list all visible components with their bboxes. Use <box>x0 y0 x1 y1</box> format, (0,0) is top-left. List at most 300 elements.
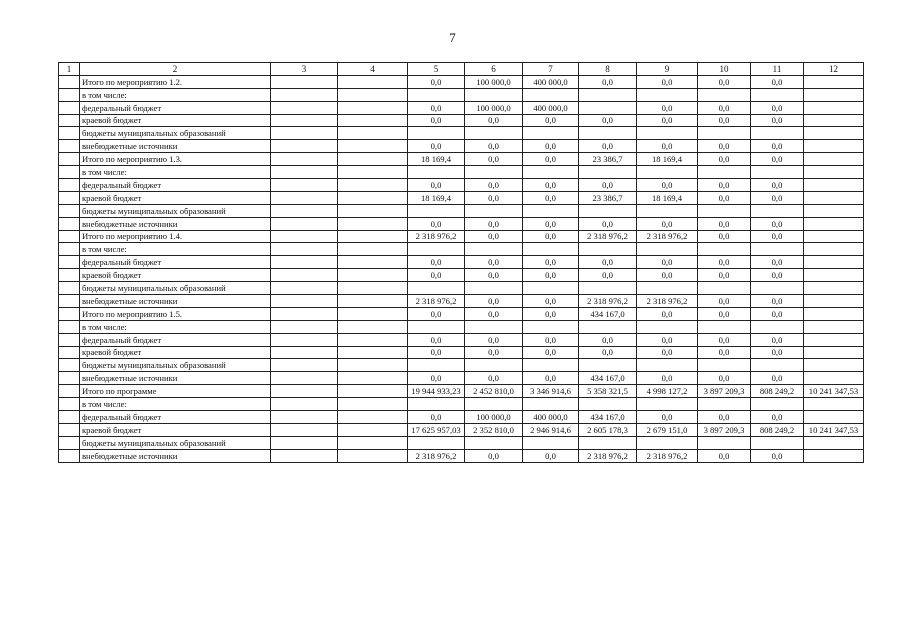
value-cell <box>465 166 523 179</box>
value-cell: 23 386,7 <box>579 191 637 204</box>
value-cell <box>271 166 338 179</box>
value-cell <box>338 127 408 140</box>
value-cell: 0,0 <box>408 333 465 346</box>
row-index-cell <box>59 140 80 153</box>
table-row <box>59 217 864 230</box>
row-index-cell <box>59 166 80 179</box>
row-index-cell <box>59 372 80 385</box>
value-cell <box>338 307 408 320</box>
value-cell <box>338 436 408 449</box>
value-cell: 2 318 976,2 <box>637 449 698 462</box>
column-header: 9 <box>637 63 698 76</box>
value-cell <box>804 230 864 243</box>
value-cell: 0,0 <box>408 114 465 127</box>
value-cell: 0,0 <box>637 411 698 424</box>
value-cell: 0,0 <box>751 411 804 424</box>
value-cell <box>271 385 338 398</box>
row-index-cell <box>59 449 80 462</box>
value-cell <box>338 243 408 256</box>
value-cell <box>637 359 698 372</box>
value-cell <box>751 320 804 333</box>
value-cell <box>751 398 804 411</box>
value-cell <box>408 204 465 217</box>
value-cell <box>271 295 338 308</box>
table-row <box>59 153 864 166</box>
value-cell <box>579 204 637 217</box>
value-cell: 0,0 <box>579 217 637 230</box>
table-row <box>59 114 864 127</box>
value-cell: 0,0 <box>751 140 804 153</box>
column-header: 1 <box>59 63 80 76</box>
value-cell: 0,0 <box>523 372 579 385</box>
value-cell: 0,0 <box>637 256 698 269</box>
value-cell <box>637 204 698 217</box>
value-cell: 0,0 <box>698 372 751 385</box>
column-header: 3 <box>271 63 338 76</box>
value-cell: 0,0 <box>751 101 804 114</box>
value-cell <box>804 282 864 295</box>
value-cell <box>637 243 698 256</box>
value-cell: 0,0 <box>751 449 804 462</box>
value-cell: 2 946 914,6 <box>523 423 579 436</box>
column-header: 12 <box>804 63 864 76</box>
value-cell <box>523 88 579 101</box>
value-cell <box>338 333 408 346</box>
value-cell: 0,0 <box>698 101 751 114</box>
value-cell <box>338 217 408 230</box>
value-cell <box>271 204 338 217</box>
row-label-cell: федеральный бюджет <box>80 333 271 346</box>
value-cell: 18 169,4 <box>408 153 465 166</box>
row-index-cell <box>59 333 80 346</box>
row-index-cell <box>59 101 80 114</box>
row-index-cell <box>59 256 80 269</box>
value-cell <box>271 372 338 385</box>
value-cell <box>579 88 637 101</box>
value-cell: 0,0 <box>579 269 637 282</box>
value-cell: 0,0 <box>523 179 579 192</box>
value-cell <box>804 359 864 372</box>
value-cell <box>579 320 637 333</box>
value-cell: 0,0 <box>579 114 637 127</box>
column-header: 8 <box>579 63 637 76</box>
value-cell: 0,0 <box>698 191 751 204</box>
value-cell: 0,0 <box>465 333 523 346</box>
value-cell <box>408 398 465 411</box>
value-cell <box>271 449 338 462</box>
value-cell: 0,0 <box>751 75 804 88</box>
value-cell <box>338 359 408 372</box>
value-cell <box>271 320 338 333</box>
row-index-cell <box>59 191 80 204</box>
value-cell: 18 169,4 <box>408 191 465 204</box>
row-label-cell: в том числе: <box>80 88 271 101</box>
value-cell <box>338 114 408 127</box>
value-cell <box>637 127 698 140</box>
table-row <box>59 449 864 462</box>
value-cell <box>804 372 864 385</box>
value-cell: 0,0 <box>698 295 751 308</box>
value-cell: 19 944 933,23 <box>408 385 465 398</box>
value-cell: 0,0 <box>751 269 804 282</box>
value-cell <box>338 191 408 204</box>
value-cell <box>579 127 637 140</box>
value-cell: 2 318 976,2 <box>408 449 465 462</box>
value-cell <box>408 282 465 295</box>
value-cell: 0,0 <box>698 75 751 88</box>
value-cell <box>637 88 698 101</box>
value-cell: 3 346 914,6 <box>523 385 579 398</box>
row-label-cell: бюджеты муниципальных образований <box>80 204 271 217</box>
value-cell: 0,0 <box>523 217 579 230</box>
value-cell <box>804 436 864 449</box>
value-cell <box>804 179 864 192</box>
table-row <box>59 295 864 308</box>
value-cell <box>751 243 804 256</box>
value-cell <box>271 307 338 320</box>
row-index-cell <box>59 346 80 359</box>
value-cell <box>579 282 637 295</box>
row-index-cell <box>59 179 80 192</box>
value-cell <box>698 436 751 449</box>
value-cell <box>338 423 408 436</box>
row-label-cell: краевой бюджет <box>80 269 271 282</box>
value-cell <box>271 114 338 127</box>
value-cell <box>804 243 864 256</box>
row-label-cell: Итого по мероприятию 1.4. <box>80 230 271 243</box>
value-cell <box>751 359 804 372</box>
value-cell: 0,0 <box>523 307 579 320</box>
table-row <box>59 372 864 385</box>
table-row <box>59 256 864 269</box>
value-cell: 0,0 <box>408 101 465 114</box>
value-cell <box>465 204 523 217</box>
value-cell <box>804 88 864 101</box>
value-cell: 808 249,2 <box>751 385 804 398</box>
table-row <box>59 204 864 217</box>
value-cell: 0,0 <box>698 333 751 346</box>
table-row <box>59 398 864 411</box>
value-cell: 5 358 321,5 <box>579 385 637 398</box>
value-cell <box>698 166 751 179</box>
column-header: 6 <box>465 63 523 76</box>
value-cell <box>804 320 864 333</box>
value-cell <box>271 101 338 114</box>
value-cell <box>271 333 338 346</box>
table-header-row <box>59 63 864 76</box>
row-label-cell: краевой бюджет <box>80 114 271 127</box>
row-label-cell: Итого по мероприятию 1.5. <box>80 307 271 320</box>
row-label-cell: внебюджетные источники <box>80 295 271 308</box>
column-header: 11 <box>751 63 804 76</box>
value-cell <box>698 320 751 333</box>
value-cell: 0,0 <box>637 101 698 114</box>
value-cell <box>751 127 804 140</box>
value-cell: 0,0 <box>751 114 804 127</box>
value-cell: 18 169,4 <box>637 153 698 166</box>
row-label-cell: Итого по мероприятию 1.3. <box>80 153 271 166</box>
value-cell <box>579 166 637 179</box>
row-label-cell: бюджеты муниципальных образований <box>80 359 271 372</box>
value-cell <box>338 320 408 333</box>
value-cell <box>804 75 864 88</box>
value-cell: 0,0 <box>698 230 751 243</box>
value-cell: 2 605 178,3 <box>579 423 637 436</box>
value-cell <box>751 436 804 449</box>
value-cell <box>338 346 408 359</box>
value-cell <box>637 282 698 295</box>
table-row <box>59 230 864 243</box>
value-cell: 0,0 <box>465 217 523 230</box>
value-cell: 0,0 <box>523 256 579 269</box>
value-cell: 0,0 <box>698 140 751 153</box>
column-header: 7 <box>523 63 579 76</box>
value-cell: 0,0 <box>465 114 523 127</box>
value-cell <box>637 166 698 179</box>
value-cell <box>465 320 523 333</box>
value-cell <box>523 166 579 179</box>
table-row <box>59 320 864 333</box>
value-cell: 0,0 <box>523 346 579 359</box>
row-index-cell <box>59 359 80 372</box>
value-cell <box>579 101 637 114</box>
column-header: 5 <box>408 63 465 76</box>
row-index-cell <box>59 269 80 282</box>
value-cell: 10 241 347,53 <box>804 385 864 398</box>
value-cell <box>271 243 338 256</box>
value-cell <box>465 127 523 140</box>
value-cell <box>523 320 579 333</box>
row-label-cell: бюджеты муниципальных образований <box>80 127 271 140</box>
value-cell <box>804 449 864 462</box>
value-cell: 0,0 <box>465 307 523 320</box>
value-cell <box>271 88 338 101</box>
value-cell: 0,0 <box>698 449 751 462</box>
value-cell: 434 167,0 <box>579 307 637 320</box>
value-cell <box>523 282 579 295</box>
value-cell: 0,0 <box>465 140 523 153</box>
value-cell <box>338 179 408 192</box>
value-cell <box>271 436 338 449</box>
value-cell <box>338 398 408 411</box>
value-cell <box>271 269 338 282</box>
value-cell: 0,0 <box>465 256 523 269</box>
value-cell <box>338 88 408 101</box>
value-cell: 0,0 <box>698 114 751 127</box>
value-cell <box>338 295 408 308</box>
value-cell: 100 000,0 <box>465 101 523 114</box>
value-cell: 0,0 <box>408 411 465 424</box>
value-cell: 18 169,4 <box>637 191 698 204</box>
value-cell <box>408 436 465 449</box>
value-cell: 0,0 <box>465 346 523 359</box>
value-cell <box>465 88 523 101</box>
value-cell <box>698 88 751 101</box>
row-label-cell: внебюджетные источники <box>80 449 271 462</box>
value-cell: 0,0 <box>751 191 804 204</box>
value-cell <box>698 359 751 372</box>
value-cell <box>271 359 338 372</box>
value-cell: 2 318 976,2 <box>637 295 698 308</box>
value-cell: 0,0 <box>465 449 523 462</box>
table-row <box>59 75 864 88</box>
row-index-cell <box>59 88 80 101</box>
value-cell: 0,0 <box>637 75 698 88</box>
value-cell: 0,0 <box>579 140 637 153</box>
value-cell: 0,0 <box>698 256 751 269</box>
value-cell <box>271 127 338 140</box>
value-cell <box>804 140 864 153</box>
table-row <box>59 101 864 114</box>
value-cell: 0,0 <box>523 295 579 308</box>
value-cell <box>804 269 864 282</box>
value-cell: 2 318 976,2 <box>579 230 637 243</box>
value-cell: 0,0 <box>408 256 465 269</box>
value-cell: 2 318 976,2 <box>637 230 698 243</box>
value-cell <box>804 101 864 114</box>
value-cell: 0,0 <box>523 153 579 166</box>
row-index-cell <box>59 295 80 308</box>
value-cell: 0,0 <box>408 346 465 359</box>
row-index-cell <box>59 204 80 217</box>
value-cell: 0,0 <box>408 217 465 230</box>
value-cell: 0,0 <box>637 114 698 127</box>
value-cell <box>408 243 465 256</box>
value-cell <box>523 204 579 217</box>
value-cell <box>338 140 408 153</box>
value-cell: 0,0 <box>579 333 637 346</box>
value-cell: 0,0 <box>751 372 804 385</box>
value-cell: 0,0 <box>408 179 465 192</box>
column-header: 2 <box>80 63 271 76</box>
value-cell: 434 167,0 <box>579 411 637 424</box>
value-cell: 0,0 <box>751 295 804 308</box>
value-cell <box>271 230 338 243</box>
table-row <box>59 127 864 140</box>
value-cell <box>408 359 465 372</box>
row-label-cell: внебюджетные источники <box>80 372 271 385</box>
table-row <box>59 333 864 346</box>
value-cell <box>523 436 579 449</box>
value-cell <box>579 243 637 256</box>
table-row <box>59 179 864 192</box>
column-header: 10 <box>698 63 751 76</box>
value-cell <box>804 256 864 269</box>
value-cell: 0,0 <box>698 217 751 230</box>
value-cell: 0,0 <box>637 307 698 320</box>
value-cell <box>338 166 408 179</box>
row-index-cell <box>59 436 80 449</box>
value-cell <box>751 88 804 101</box>
value-cell <box>338 449 408 462</box>
budget-table <box>58 62 864 463</box>
value-cell: 0,0 <box>408 75 465 88</box>
value-cell: 0,0 <box>698 153 751 166</box>
value-cell <box>579 436 637 449</box>
value-cell: 0,0 <box>751 230 804 243</box>
value-cell: 2 452 810,0 <box>465 385 523 398</box>
row-label-cell: внебюджетные источники <box>80 140 271 153</box>
row-index-cell <box>59 282 80 295</box>
value-cell <box>271 398 338 411</box>
row-label-cell: бюджеты муниципальных образований <box>80 436 271 449</box>
value-cell: 0,0 <box>637 140 698 153</box>
value-cell <box>271 179 338 192</box>
value-cell: 0,0 <box>637 372 698 385</box>
value-cell <box>271 153 338 166</box>
value-cell: 0,0 <box>465 230 523 243</box>
value-cell <box>271 256 338 269</box>
value-cell: 0,0 <box>408 140 465 153</box>
value-cell: 2 679 151,0 <box>637 423 698 436</box>
row-label-cell: внебюджетные источники <box>80 217 271 230</box>
value-cell: 400 000,0 <box>523 75 579 88</box>
value-cell <box>698 127 751 140</box>
table-row <box>59 243 864 256</box>
value-cell <box>338 269 408 282</box>
table-row <box>59 269 864 282</box>
value-cell: 0,0 <box>523 269 579 282</box>
value-cell <box>804 153 864 166</box>
value-cell: 0,0 <box>751 217 804 230</box>
value-cell: 17 625 957,03 <box>408 423 465 436</box>
value-cell: 0,0 <box>465 269 523 282</box>
value-cell <box>338 411 408 424</box>
row-label-cell: федеральный бюджет <box>80 256 271 269</box>
value-cell: 10 241 347,53 <box>804 423 864 436</box>
value-cell: 0,0 <box>579 256 637 269</box>
value-cell: 0,0 <box>523 333 579 346</box>
table-row <box>59 411 864 424</box>
row-index-cell <box>59 398 80 411</box>
value-cell: 0,0 <box>408 307 465 320</box>
value-cell: 0,0 <box>579 75 637 88</box>
value-cell <box>579 359 637 372</box>
value-cell: 4 998 127,2 <box>637 385 698 398</box>
value-cell: 0,0 <box>698 411 751 424</box>
value-cell <box>698 282 751 295</box>
value-cell <box>465 243 523 256</box>
value-cell <box>804 398 864 411</box>
value-cell <box>804 204 864 217</box>
value-cell <box>523 127 579 140</box>
value-cell <box>408 320 465 333</box>
row-label-cell: краевой бюджет <box>80 423 271 436</box>
row-index-cell <box>59 153 80 166</box>
value-cell <box>338 101 408 114</box>
value-cell <box>804 217 864 230</box>
value-cell <box>751 282 804 295</box>
value-cell <box>271 75 338 88</box>
value-cell <box>271 282 338 295</box>
value-cell <box>338 153 408 166</box>
value-cell: 0,0 <box>698 307 751 320</box>
row-label-cell: федеральный бюджет <box>80 411 271 424</box>
row-label-cell: краевой бюджет <box>80 346 271 359</box>
value-cell: 2 318 976,2 <box>579 449 637 462</box>
value-cell <box>408 127 465 140</box>
value-cell: 0,0 <box>751 256 804 269</box>
value-cell <box>408 88 465 101</box>
table-row <box>59 436 864 449</box>
value-cell <box>338 385 408 398</box>
value-cell <box>523 359 579 372</box>
row-label-cell: краевой бюджет <box>80 191 271 204</box>
value-cell <box>637 436 698 449</box>
table-row <box>59 346 864 359</box>
value-cell <box>804 295 864 308</box>
value-cell: 0,0 <box>751 307 804 320</box>
